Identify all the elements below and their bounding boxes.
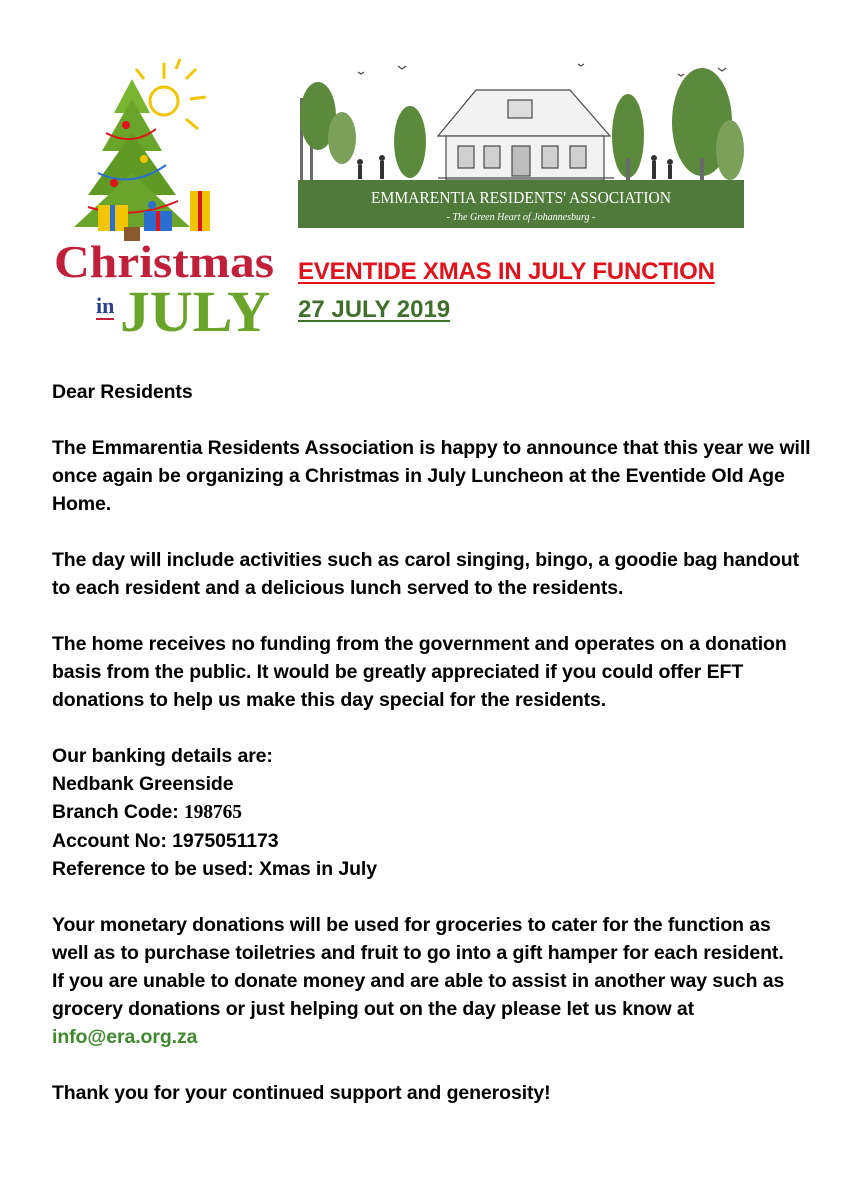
closing-line: Thank you for your continued support and generosity! [52, 1082, 551, 1104]
banner-tagline: - The Green Heart of Johannesburg - [446, 212, 596, 223]
logo-word-christmas: Christmas [54, 236, 274, 287]
letter-body [52, 378, 812, 1135]
assist-text: If you are unable to donate money and are able to assist in another way such as grocery donations or just helping out on the day please let us know at [52, 970, 785, 1020]
logo-word-in: in [96, 293, 115, 318]
christmas-tree-icon [52, 55, 280, 355]
paragraph-announcement: The Emmarentia Residents Association is happy to announce that this year we will once again be organizing a Christmas in July Luncheon at the Eventide Old Age Home. [52, 437, 811, 515]
christmas-in-july-logo [52, 55, 280, 355]
account-number: Account No: 1975051173 [52, 830, 279, 852]
greeting: Dear Residents [52, 381, 193, 403]
paragraph-donations-use: Your monetary donations will be used for groceries to cater for the function as well as to purchase toiletries and fruit to go into a gift hamper for each resident. [52, 914, 784, 964]
sun-icon [136, 59, 206, 129]
logo-word-july: JULY [120, 279, 270, 344]
event-date: 27 JULY 2019 [298, 296, 451, 323]
paragraph-funding: The home receives no funding from the government and operates on a donation basis from the public. It would be greatly appreciated if you could offer EFT donations to help us make this day special for the residents. [52, 633, 787, 711]
headline-title: EVENTIDE XMAS IN JULY FUNCTION [298, 258, 715, 285]
birds-icon [358, 64, 726, 76]
contact-email-link[interactable]: info@era.org.za [52, 1026, 198, 1048]
banner-org-name: EMMARENTIA RESIDENTS' ASSOCIATION [371, 188, 671, 207]
tree-shape [74, 79, 190, 227]
house-illustration [438, 90, 614, 180]
era-banner [298, 58, 744, 228]
branch-code-label: Branch Code: [52, 801, 184, 823]
banking-intro: Our banking details are: [52, 745, 273, 767]
bank-name: Nedbank Greenside [52, 773, 234, 795]
banking-details [52, 742, 812, 883]
paragraph-activities: The day will include activities such as carol singing, bingo, a goodie bag handout to each resident and a delicious lunch served to the residents. [52, 549, 799, 599]
payment-reference: Reference to be used: Xmas in July [52, 858, 377, 880]
branch-code-value: 198765 [183, 802, 242, 823]
paragraph-assist [52, 967, 812, 1051]
branch-code-line [52, 798, 812, 827]
